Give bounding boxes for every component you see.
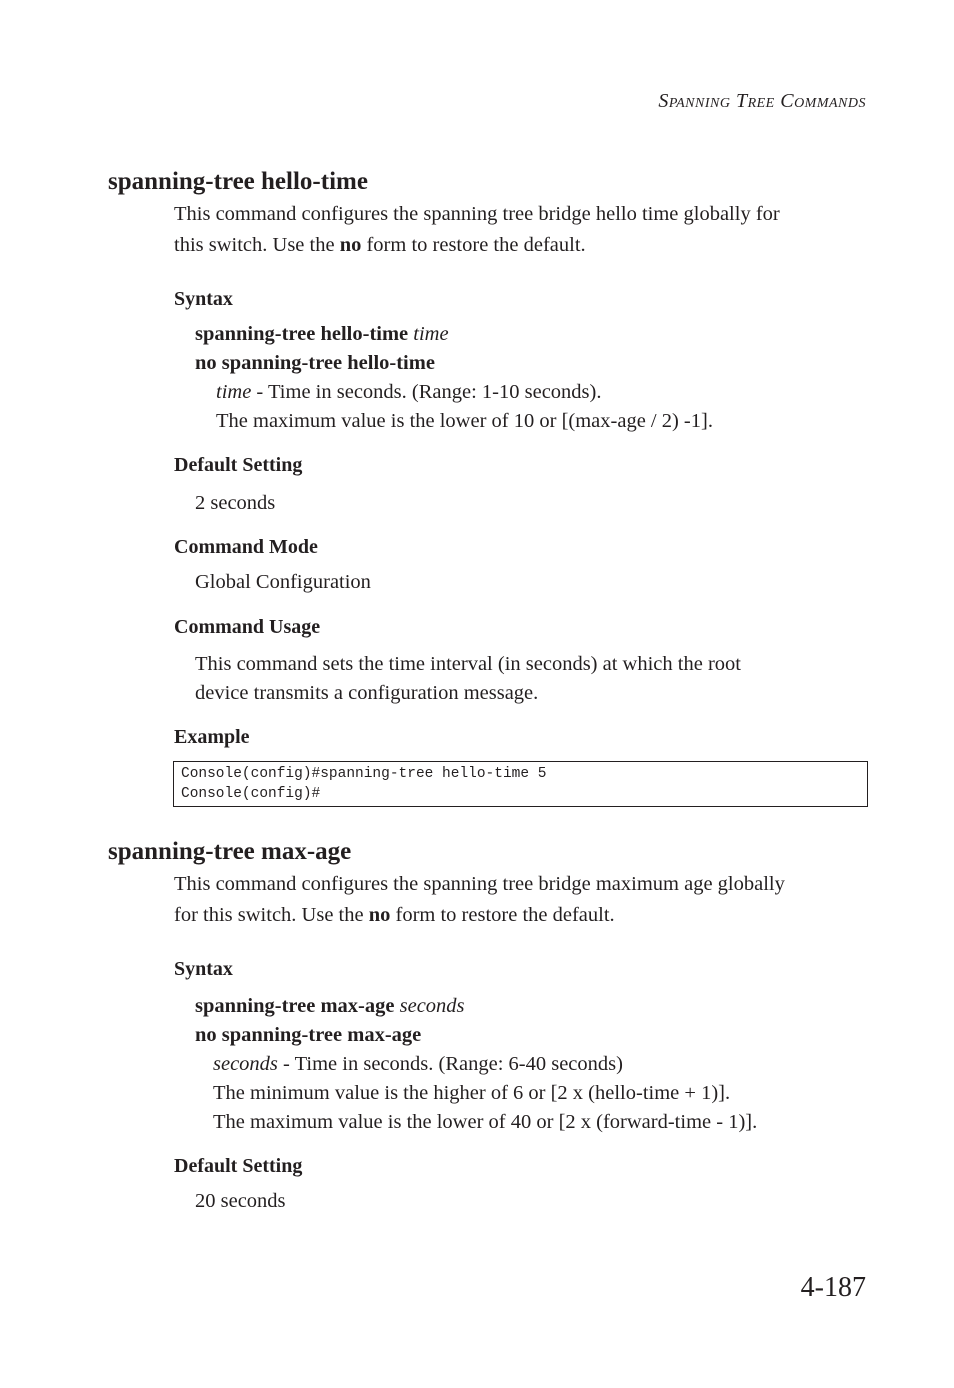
hello-usage-label: Command Usage: [174, 616, 321, 638]
hello-default-value: 2 seconds: [195, 492, 276, 514]
maxage-desc-post: form to restore the default.: [390, 904, 615, 926]
maxage-syntax-cmd2: no spanning-tree max-age: [195, 1024, 422, 1046]
section-heading-max-age: spanning-tree max-age: [108, 838, 352, 865]
hello-syntax-label: Syntax: [174, 288, 233, 310]
hello-param-name: time: [216, 381, 252, 403]
hello-usage-line2: device transmits a configuration message.: [195, 682, 539, 704]
hello-syntax-cmd2: no spanning-tree hello-time: [195, 352, 435, 374]
hello-param-desc: - Time in seconds. (Range: 1-10 seconds).: [251, 381, 602, 403]
section-heading-hello-time: spanning-tree hello-time: [108, 168, 368, 195]
maxage-syntax-param: seconds: [399, 995, 465, 1017]
hello-syntax-cmd1: [195, 323, 449, 346]
maxage-syntax-cmd1-text: spanning-tree max-age: [195, 995, 400, 1017]
code-example-box: [173, 761, 868, 807]
maxage-param-line: [213, 1053, 623, 1076]
hello-description-line1: This command configures the spanning tree bridge hello time globally for: [174, 203, 780, 225]
maxage-desc-pre: for this switch. Use the: [174, 904, 369, 926]
hello-example-label: Example: [174, 726, 250, 748]
maxage-syntax-label: Syntax: [174, 958, 233, 980]
hello-param-line: [216, 381, 601, 404]
page-number: 4-187: [800, 1272, 866, 1303]
hello-param-note: The maximum value is the lower of 10 or [(max-age / 2) -1].: [216, 410, 713, 432]
hello-desc-no: no: [339, 234, 362, 256]
maxage-param-note2: The maximum value is the lower of 40 or [2 x (forward-time - 1)].: [213, 1111, 758, 1133]
hello-mode-value: Global Configuration: [195, 571, 371, 593]
code-line-2: Console(config)#: [181, 786, 321, 802]
maxage-desc-no: no: [368, 904, 391, 926]
maxage-description-line2: [174, 904, 615, 927]
hello-usage-line1: This command sets the time interval (in seconds) at which the root: [195, 653, 741, 675]
maxage-description-line1: This command configures the spanning tree bridge maximum age globally: [174, 873, 785, 895]
hello-mode-label: Command Mode: [174, 536, 318, 558]
maxage-param-desc: - Time in seconds. (Range: 6-40 seconds): [277, 1053, 623, 1075]
hello-description-line2: [174, 234, 586, 257]
maxage-default-value: 20 seconds: [195, 1190, 286, 1212]
hello-desc-post: form to restore the default.: [361, 234, 586, 256]
running-head: Spanning Tree Commands: [658, 90, 866, 112]
code-line-1: Console(config)#spanning-tree hello-time 5: [181, 766, 547, 782]
hello-syntax-param: time: [413, 323, 449, 345]
hello-desc-pre: this switch. Use the: [174, 234, 340, 256]
maxage-param-name: seconds: [213, 1053, 278, 1075]
hello-default-label: Default Setting: [174, 454, 303, 476]
hello-syntax-cmd1-text: spanning-tree hello-time: [195, 323, 414, 345]
maxage-default-label: Default Setting: [174, 1155, 303, 1177]
maxage-syntax-cmd1: [195, 995, 465, 1018]
maxage-param-note1: The minimum value is the higher of 6 or [2 x (hello-time + 1)].: [213, 1082, 731, 1104]
